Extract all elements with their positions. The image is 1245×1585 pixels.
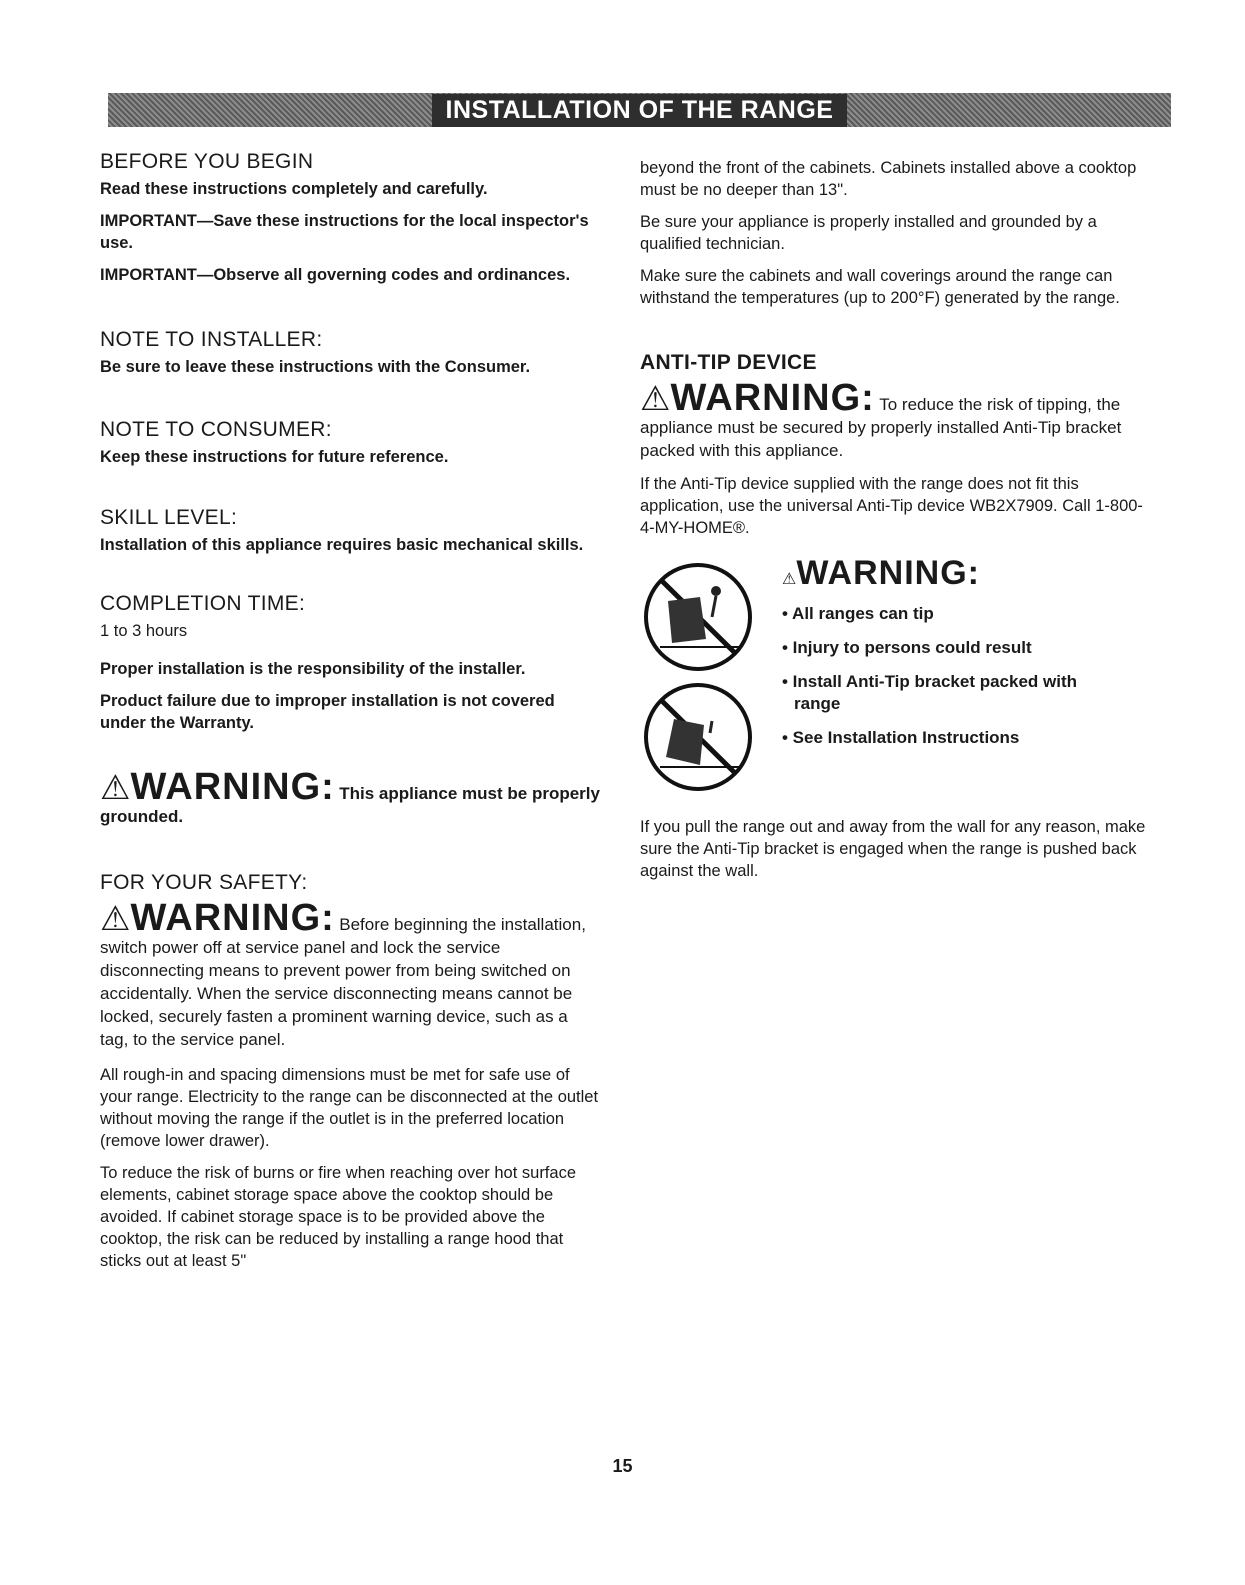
right-p1: beyond the front of the cabinets. Cabinets installed above a cooktop must be no deeper than 13". [640, 159, 1137, 199]
skill-p1: Installation of this appliance requires basic mechanical skills. [100, 536, 584, 554]
heading-note-consumer: NOTE TO CONSUMER: [100, 418, 332, 441]
right-column [640, 157, 1150, 892]
warning-bullet: • Install Anti-Tip bracket packed with range [782, 672, 1078, 713]
no-tipping-range-icon [640, 561, 758, 673]
heading-before-you-begin: BEFORE YOU BEGIN [100, 150, 314, 173]
warning-triangle-icon: ⚠ [100, 769, 131, 807]
left-column [100, 150, 600, 1282]
antitip-p2: If you pull the range out and away from the wall for any reason, make sure the Anti-Tip bracket is engaged when the range is pushed back against the wall. [640, 818, 1146, 880]
heading-completion-time: COMPLETION TIME: [100, 592, 306, 615]
completion-p2: Proper installation is the responsibility of the installer. [100, 660, 526, 678]
anti-tip-warning-list [782, 553, 1122, 761]
warning-bullet: • Injury to persons could result [782, 638, 1032, 657]
heading-note-installer: NOTE TO INSTALLER: [100, 328, 323, 351]
safety-warning-text: Before beginning the installation, switch power off at service panel and lock the service disconnecting means to prevent power from being switched on accidentally. When the service disconnecting means cannot be locked, securely fasten a prominent warning device, such as a tag, to the service panel. [100, 915, 586, 1049]
installer-p1: Be sure to leave these instructions with the Consumer. [100, 358, 531, 376]
page-number: 15 [612, 1456, 633, 1476]
safety-p2: To reduce the risk of burns or fire when reaching over hot surface elements, cabinet storage space above the cooktop should be avoided. If cabinet storage space is to be provided above the cooktop, the risk can be reduced by installing a range hood that sticks out at least 5" [100, 1164, 576, 1270]
warning-bullets [782, 603, 1122, 749]
before-p2: IMPORTANT—Save these instructions for the local inspector's use. [100, 212, 589, 252]
box-warning-label: WARNING: [796, 554, 980, 592]
section-banner [108, 93, 1171, 127]
anti-tip-warning-box [640, 553, 1150, 798]
ground-warning-text: This appliance must be properly grounded. [100, 784, 600, 826]
box-warning-heading [782, 553, 1122, 593]
ground-warning-label: WARNING: [130, 766, 335, 808]
antitip-warning-label: WARNING: [670, 377, 875, 419]
consumer-p1: Keep these instructions for future reference. [100, 448, 449, 466]
warning-bullet: • All ranges can tip [782, 604, 934, 623]
before-p3: IMPORTANT—Observe all governing codes and ordinances. [100, 266, 571, 284]
antitip-p1: If the Anti-Tip device supplied with the range does not fit this application, use the universal Anti-Tip device WB2X7909. Call 1-800-4-MY-HOME®. [640, 475, 1143, 537]
right-p2: Be sure your appliance is properly installed and grounded by a qualified technician. [640, 213, 1097, 253]
heading-anti-tip: ANTI-TIP DEVICE [640, 351, 817, 374]
antitip-warning-text: To reduce the risk of tipping, the appliance must be secured by properly installed Anti-Tip bracket packed with this appliance. [640, 395, 1122, 460]
no-tipping-range-icon-2 [640, 681, 758, 793]
warning-triangle-icon: ⚠ [100, 900, 131, 938]
completion-p1: 1 to 3 hours [100, 622, 188, 640]
heading-skill-level: SKILL LEVEL: [100, 506, 238, 529]
antitip-warning [640, 379, 1150, 463]
safety-warning-label: WARNING: [130, 897, 335, 939]
ground-warning [100, 768, 600, 829]
safety-p1: All rough-in and spacing dimensions must be met for safe use of your range. Electricity to the range can be disconnected at the outlet without moving the range if the outlet is in the preferred location (remove lower drawer). [100, 1066, 599, 1150]
heading-for-your-safety: FOR YOUR SAFETY: [100, 871, 308, 894]
warning-triangle-icon: ⚠ [640, 380, 671, 418]
before-p1: Read these instructions completely and carefully. [100, 180, 488, 198]
warning-triangle-icon: ⚠ [782, 571, 797, 588]
safety-warning [100, 899, 600, 1052]
completion-p3: Product failure due to improper installation is not covered under the Warranty. [100, 692, 555, 732]
right-p3: Make sure the cabinets and wall coverings around the range can withstand the temperatures (up to 200°F) generated by the range. [640, 267, 1120, 307]
banner-title: INSTALLATION OF THE RANGE [432, 94, 848, 127]
warning-bullet: • See Installation Instructions [782, 728, 1020, 747]
